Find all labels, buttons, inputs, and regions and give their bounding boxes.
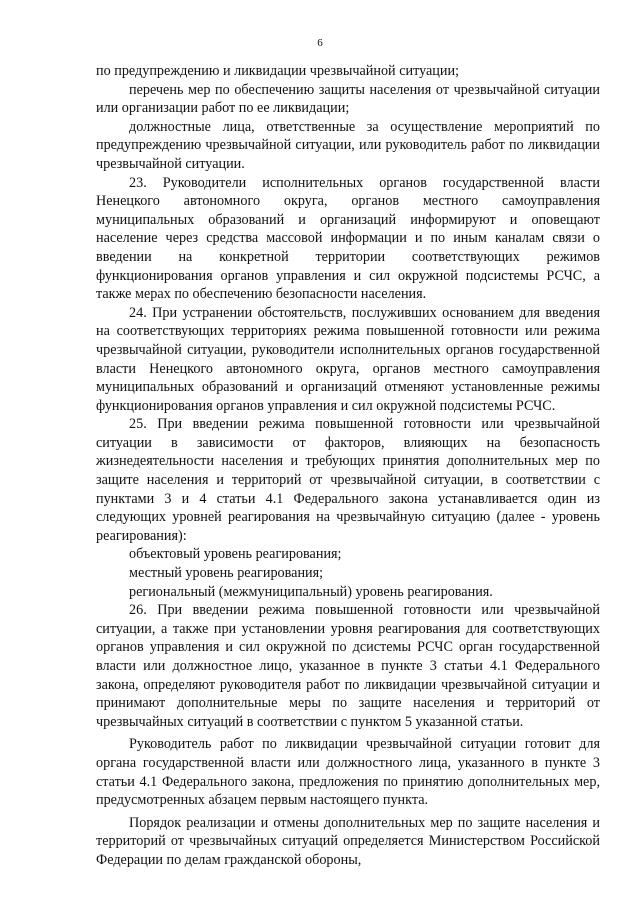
paragraph: Порядок реализации и отмены дополнительных мер по защите населения и территорий от чрезвычайных ситуаций определяется Министерством Российской Федерации по делам гражданской обороны,	[96, 814, 600, 868]
paragraph: 25. При введении режима повышенной готовности или чрезвычайной ситуации в зависимости от факторов, влияющих на безопасность жизнедеятельности населения и требующих принятия дополнительных мер по защите населения и территорий от чрезвычайной ситуации, в соответствии с пунктами 3 и 4 статьи 4.1 Федерального закона устанавливается один из следующих уровней реагирования на чрезвычайную ситуацию (далее - уровень реагирования):	[96, 416, 600, 544]
paragraph: 24. При устранении обстоятельств, послуживших основанием для введения на соответствующих территориях режима повышенной готовности или режима чрезвычайной ситуации, руководители исполнительных органов государственной власти Ненецкого автономного округа, органов местного самоуправления муниципальных образований и организаций отменяют установленные режимы функционирования органов управления и сил окружной подсистемы РСЧС.	[96, 304, 600, 414]
document-body	[96, 62, 600, 870]
paragraph: Руководитель работ по ликвидации чрезвычайной ситуации готовит для органа государственной власти или должностного лица, указанного в пункте 3 статьи 4.1 Федерального закона, предложения по принятию дополнительных мер, предусмотренных абзацем первым настоящего пункта.	[96, 736, 600, 809]
list-item: объектовый уровень реагирования;	[129, 546, 342, 563]
paragraph: по предупреждению и ликвидации чрезвычайной ситуации;	[96, 63, 460, 79]
paragraph: 26. При введении режима повышенной готовности или чрезвычайной ситуации, а также при установлении уровня реагирования для соответствующих органов управления и сил окружной по дсистемы РСЧС орган государственной власти или должностное лицо, указанное в пункте 3 статьи 4.1 Федерального закона, определяют руководителя работ по ликвидации чрезвычайной ситуации и принимают дополнительные меры по защите населения и территорий от чрезвычайных ситуаций в соответствии с пунктом 5 указанной статьи.	[96, 602, 600, 730]
list-item: местный уровень реагирования;	[129, 565, 324, 582]
paragraph: должностные лица, ответственные за осуществление мероприятий по предупреждению чрезвычайной ситуации, или руководитель работ по ликвидации чрезвычайной ситуации.	[96, 118, 600, 172]
list-item: региональный (межмуниципальный) уровень реагирования.	[129, 583, 493, 600]
paragraph: 23. Руководители исполнительных органов государственной власти Ненецкого автономного округа, органов местного самоуправления муниципальных образований и организаций информируют и оповещают население через средства массовой информации и по иным каналам связи о введении на конкретной территории соответствующих режимов функционирования органов управления и сил окружной подсистемы РСЧС, а также мерах по обеспечению безопасности населения.	[96, 174, 600, 303]
paragraph: перечень мер по обеспечению защиты населения от чрезвычайной ситуации или организации работ по ее ликвидации;	[96, 81, 600, 117]
page-number: 6	[317, 37, 323, 49]
